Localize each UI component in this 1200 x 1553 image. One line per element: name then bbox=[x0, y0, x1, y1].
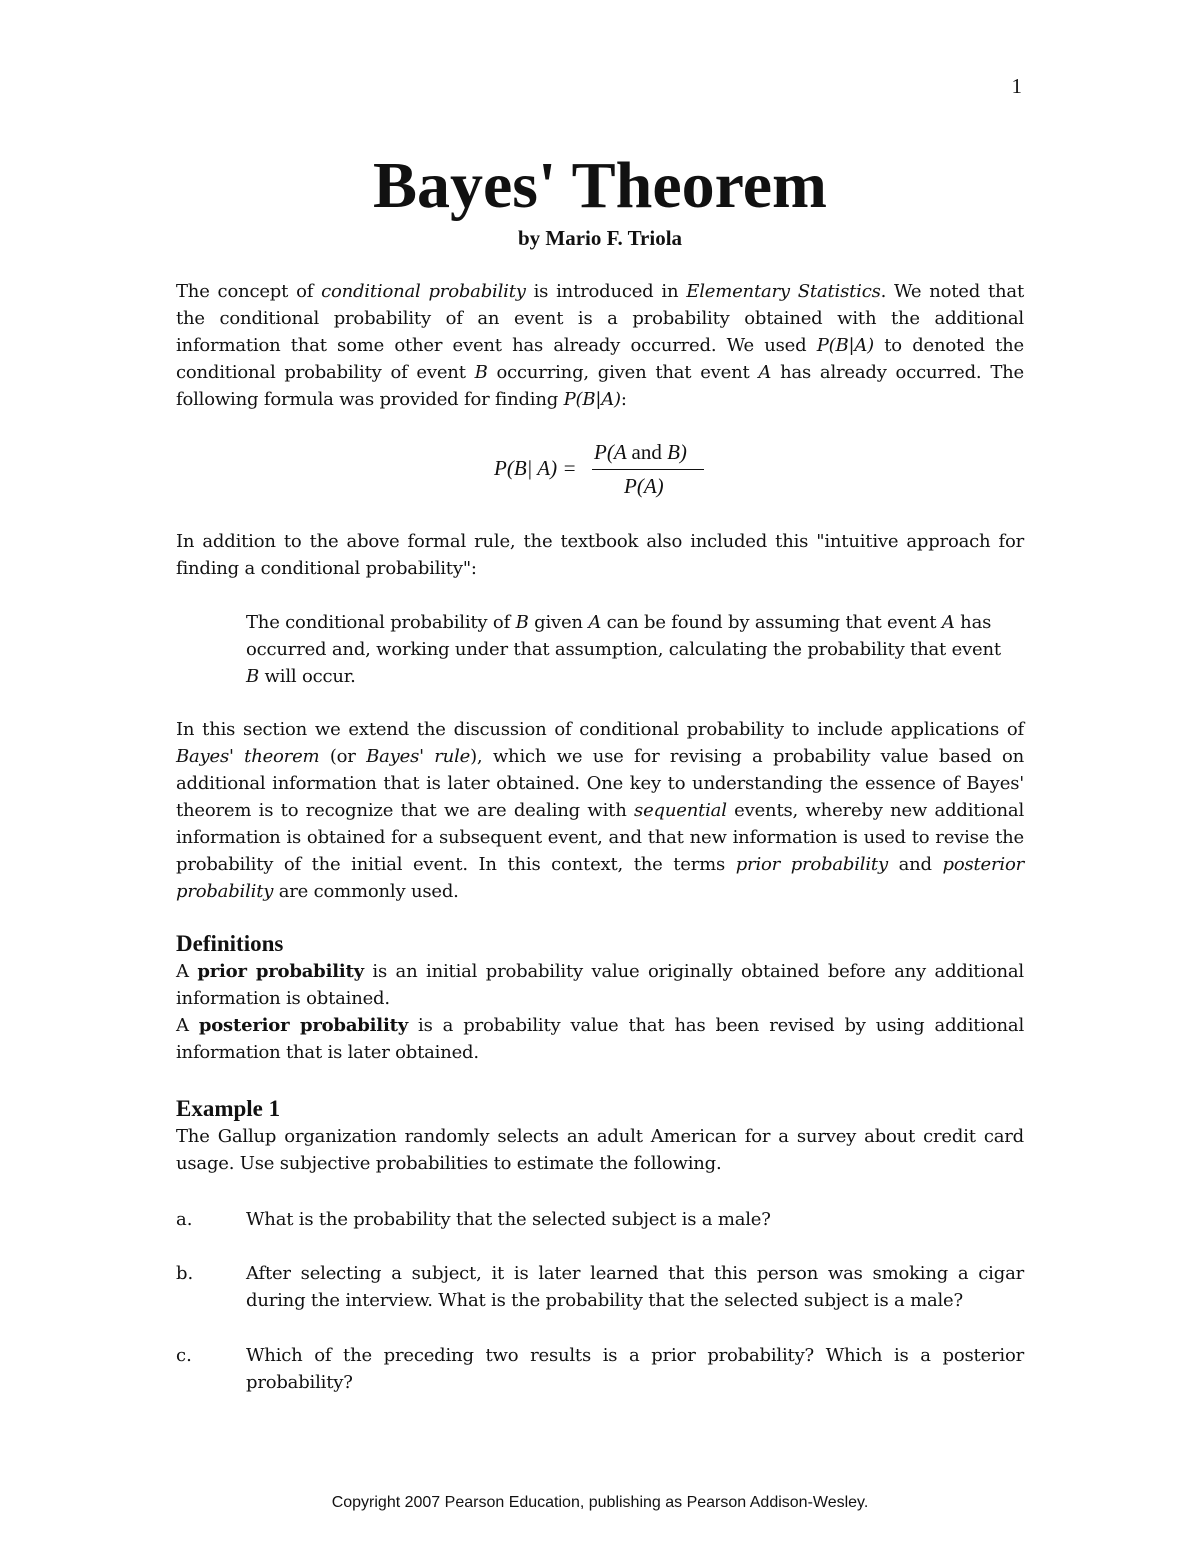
intro-paragraph: The concept of conditional probability is introduced in Elementary Statistics. We noted that the conditional probability of an event is a probability obtained with the additional information that some other event has already occurred. We used P(B|A) to denoted the conditional probability of event B occurring, given that event A has already occurred. The following formula was provided for finding P(B|A): bbox=[176, 281, 1025, 410]
conditional-probability-formula bbox=[0, 436, 1200, 500]
posterior-definition: A posterior probability is a probability value that has been revised by using additional information that is later obtained. bbox=[176, 1015, 1024, 1063]
example-block bbox=[176, 1095, 1024, 1177]
page-number: 1 bbox=[1011, 74, 1022, 98]
formula-numerator: P(A and B) bbox=[594, 440, 687, 464]
bayes-section-paragraph: In this section we extend the discussion of conditional probability to include applications of Bayes' theorem (or Bayes' rule), which we use for revising a probability value based on additional information that is later obtained. One key to understanding the essence of Bayes' theorem is to recognize that we are dealing with sequential events, whereby new additional information is obtained for a subsequent event, and that new information is used to revise the probability of the initial event. In this context, the terms prior probability and posterior probability are commonly used. bbox=[176, 719, 1024, 902]
example-intro: The Gallup organization randomly selects an adult American for a survey about credit card usage. Use subjective probabilities to estimate the following. bbox=[176, 1126, 1024, 1174]
page-title: Bayes' Theorem bbox=[372, 149, 828, 222]
definitions-block bbox=[176, 930, 1024, 1066]
formula-lhs: P(B| A) = bbox=[494, 456, 577, 480]
fraction-bar bbox=[592, 469, 704, 470]
intuitive-intro-paragraph: In addition to the above formal rule, the textbook also included this "intuitive approach for finding a conditional probability": bbox=[176, 531, 1024, 579]
copyright-footer: Copyright 2007 Pearson Education, publishing as Pearson Addison-Wesley. bbox=[331, 1494, 869, 1511]
formula-denominator: P(A) bbox=[624, 474, 664, 498]
definitions-heading: Definitions bbox=[176, 931, 284, 956]
byline: by Mario F. Triola bbox=[517, 226, 683, 250]
document-page: 1 Bayes' Theorem by Mario F. Triola The concept of conditional probability is introduced in Elementary Statistics. We noted that the conditional probability of an event is a probability obtained with the additional information that some other event has already occurred. We used P(B|A) to denoted the conditional probability of event B occurring, given that event A has already occurred. The following formula was provided for finding P(B|A): P(B| A) = P(A and B) P(A) In addition to the above formal rule, the textbook also included this "intuitive approach for finding a conditional probability": The conditional probability of B given A can be found by assuming that event A has occurred and, working under that assumption, calculating the probability that event B will occur. In this section we extend the discussion of conditional probability to include applications of Bayes' theorem (or Bayes' rule), which we use for revising a probability value based on additional information that is later obtained. One key to understanding the essence of Bayes' theorem is to recognize that we are dealing with sequential events, whereby new additional information is obtained for a subsequent event, and that new information is used to revise the probability of the initial event. In this context, the terms prior probability and posterior probability are commonly used. Definitions A prior probability is an initial probability value originally obtained before any additional information is obtained. A posterior probability is a probability value that has been revised by using additional information that is later obtained. Example 1 The Gallup organization randomly selects an adult American for a survey about credit card usage. Use subjective probabilities to estimate the following. a. What is the probability that the selected subject is a male? b. After selecting a subject, it is later learned that this person was smoking a cigar during the interview. What is the probability that the selected subject is a male? c. Which of the preceding two results is a prior probability? Which is a posterior probability? Copyright 2007 Pearson Education, publishing as Pearson Addison-Wesley. bbox=[0, 0, 1200, 1553]
example-heading: Example 1 bbox=[176, 1096, 281, 1121]
intuitive-approach-quote: The conditional probability of B given A can be found by assuming that event A has occurred and, working under that assumption, calculating the probability that event B will occur. bbox=[246, 612, 1001, 687]
prior-definition: A prior probability is an initial probability value originally obtained before any additional information is obtained. bbox=[176, 961, 1024, 1009]
